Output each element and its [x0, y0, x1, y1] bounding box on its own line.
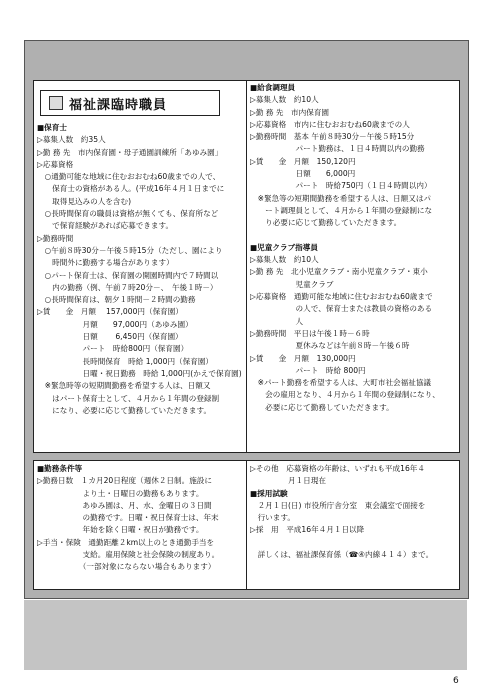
- text-line: より土・日曜日の勤務もあります。: [37, 488, 204, 498]
- text-line: ▷勤務時間 基本 午前８時30分－午後５時15分: [250, 132, 415, 142]
- text-line: ※緊急時等の短期間勤務を希望する人は、日額又: [37, 381, 211, 391]
- text-line: 会の雇用となり、４月から１年間の登録制になり、: [250, 390, 440, 400]
- text-line: 日額 6,000円: [250, 169, 356, 179]
- text-line: 保育士の資格がある人。(平成16年４月１日までに: [37, 184, 225, 194]
- hoikushi-section: [37, 122, 245, 417]
- text-line: パート 時給800円（保育園）: [37, 344, 189, 354]
- text-line: ▷手当・保険 通勤距離２km以上のとき通勤手当を: [37, 537, 215, 547]
- text-line: 夏休みなどは午前８時－午後６時: [250, 341, 410, 351]
- text-line: ▷応募資格: [37, 159, 74, 169]
- text-line: ▷勤 務 先 市内保育園: [250, 107, 330, 117]
- square-icon: [49, 96, 63, 110]
- text-line: 内の勤務（例、午前７時20分－、 午後１時－）: [37, 282, 218, 292]
- text-line: り必要に応じて勤務していただきます。: [250, 218, 402, 228]
- text-line: 時間外に勤務する場合があります）: [37, 258, 174, 268]
- text-line: で保育経験があれば応募できます。: [37, 221, 174, 231]
- text-line: の勤務です。日曜・祝日保育士は、年末: [37, 513, 219, 523]
- text-line: 月１日現在: [250, 476, 326, 486]
- text-line: ○長時間保育は、朝夕１時間－２時間の勤務: [37, 295, 196, 305]
- work-conditions-section: [37, 463, 245, 574]
- text-line: ▷勤務時間: [37, 233, 74, 243]
- text-line: ■給食調理員: [250, 83, 296, 92]
- text-line: ▷募集人数 約10人: [250, 95, 319, 105]
- text-line: パート 時給750円（１日４時間以内）: [250, 181, 432, 191]
- text-line: 行います。: [250, 513, 295, 523]
- text-line: 日曜・祝日勤務 時給 1,000円(かえで保育園): [37, 368, 242, 378]
- text-line: ○午前８時30分－午後５時15分（ただし、園により: [37, 245, 223, 255]
- text-line: [250, 537, 458, 549]
- staff-sections-right: [250, 82, 458, 414]
- text-line: 児童クラブ: [250, 279, 334, 289]
- column-divider: [246, 80, 247, 453]
- text-line: [250, 230, 458, 242]
- text-line: になり、必要に応じて勤務していただきます。: [37, 405, 212, 415]
- text-line: ▷勤務時間 平日は午後１時－６時: [250, 328, 370, 338]
- text-line: ▷応募資格 市内に住むおおむね60歳までの人: [250, 119, 410, 129]
- text-line: はパート保育士として、４月から１年間の登録制: [37, 393, 220, 403]
- section-title-box: [40, 90, 220, 116]
- text-line: ○長時間保育の職員は資格が無くても、保育所など: [37, 209, 219, 219]
- text-line: ○パート保育士は、保育園の開園時間内で７時間以: [37, 270, 219, 280]
- text-line: ート調理員として、４月から１年間の登録制にな: [250, 205, 433, 215]
- text-line: 月額 97,000円（あゆみ園）: [37, 319, 193, 329]
- text-line: （一部対象にならない場合もあります）: [37, 562, 216, 572]
- text-line: ▷勤 務 先 北小児童クラブ・南小児童クラブ・東小: [250, 267, 428, 277]
- text-line: ■勤務条件等: [37, 464, 83, 473]
- text-line: ▷募集人数 約35人: [37, 135, 106, 145]
- text-line: ▷応募資格 通勤可能な地域に住むおおむね60歳まで: [250, 292, 433, 302]
- text-line: ▷賃 金 月額 130,000円: [250, 353, 356, 363]
- text-line: ※緊急等の短期間勤務を希望する人は、日額又はパ: [250, 193, 432, 203]
- text-line: ※パート勤務を希望する人は、大町市社会福祉協議: [250, 378, 432, 388]
- page-frame-bottom: [24, 600, 467, 670]
- text-line: ２月１日(日) 市役所庁舎分室 東会議室で面接を: [250, 500, 426, 510]
- text-line: ▷賃 金 月額 157,000円（保育園）: [37, 307, 183, 317]
- text-line: ▷勤 務 先 市内保育園・母子通園訓練所「あゆみ園」: [37, 147, 223, 157]
- text-line: 年始を除く日曜・祝日が勤務です。: [37, 525, 204, 535]
- text-line: ▷採 用 平成16年４月１日以降: [250, 525, 365, 535]
- section-title: 福祉課臨時職員: [69, 97, 168, 113]
- text-line: ▷勤務日数 １カ月20日程度（週休２日制。施設に: [37, 476, 212, 486]
- text-line: パート勤務は、１日４時間以内の勤務: [250, 144, 425, 154]
- conditions-divider: [246, 460, 247, 590]
- page-number: 6: [453, 676, 459, 686]
- text-line: ■採用試験: [250, 488, 288, 498]
- text-line: あゆみ園は、月、水、金曜日の３日間: [37, 500, 212, 510]
- text-line: ▷その他 応募資格の年齢は、いずれも平成16年４: [250, 464, 425, 473]
- hiring-section: [250, 463, 458, 561]
- text-line: 支給。雇用保険と社会保険の制度あり。: [37, 550, 220, 560]
- text-line: 取得見込みの人を含む): [37, 196, 132, 206]
- text-line: ■保育士: [37, 123, 67, 132]
- text-line: 長時間保育 時給 1,000円（保育園）: [37, 356, 214, 366]
- text-line: の人で、保育士または教員の資格のある: [250, 304, 433, 314]
- text-line: ○通勤可能な地域に住むおおむね60歳までの人で、: [37, 172, 221, 182]
- text-line: 詳しくは、福祉課保育係（☎④内線４１４）まで。: [250, 550, 434, 560]
- text-line: 必要に応じて勤務していただきます。: [250, 402, 394, 412]
- text-line: 日額 6,450円（保育園）: [37, 332, 183, 342]
- text-line: パート 時給 800円: [250, 365, 366, 375]
- text-line: ■児童クラブ指導員: [250, 242, 318, 252]
- text-line: ▷賃 金 月額 150,120円: [250, 156, 356, 166]
- text-line: 人: [250, 316, 304, 326]
- text-line: ▷募集人数 約10人: [250, 255, 319, 265]
